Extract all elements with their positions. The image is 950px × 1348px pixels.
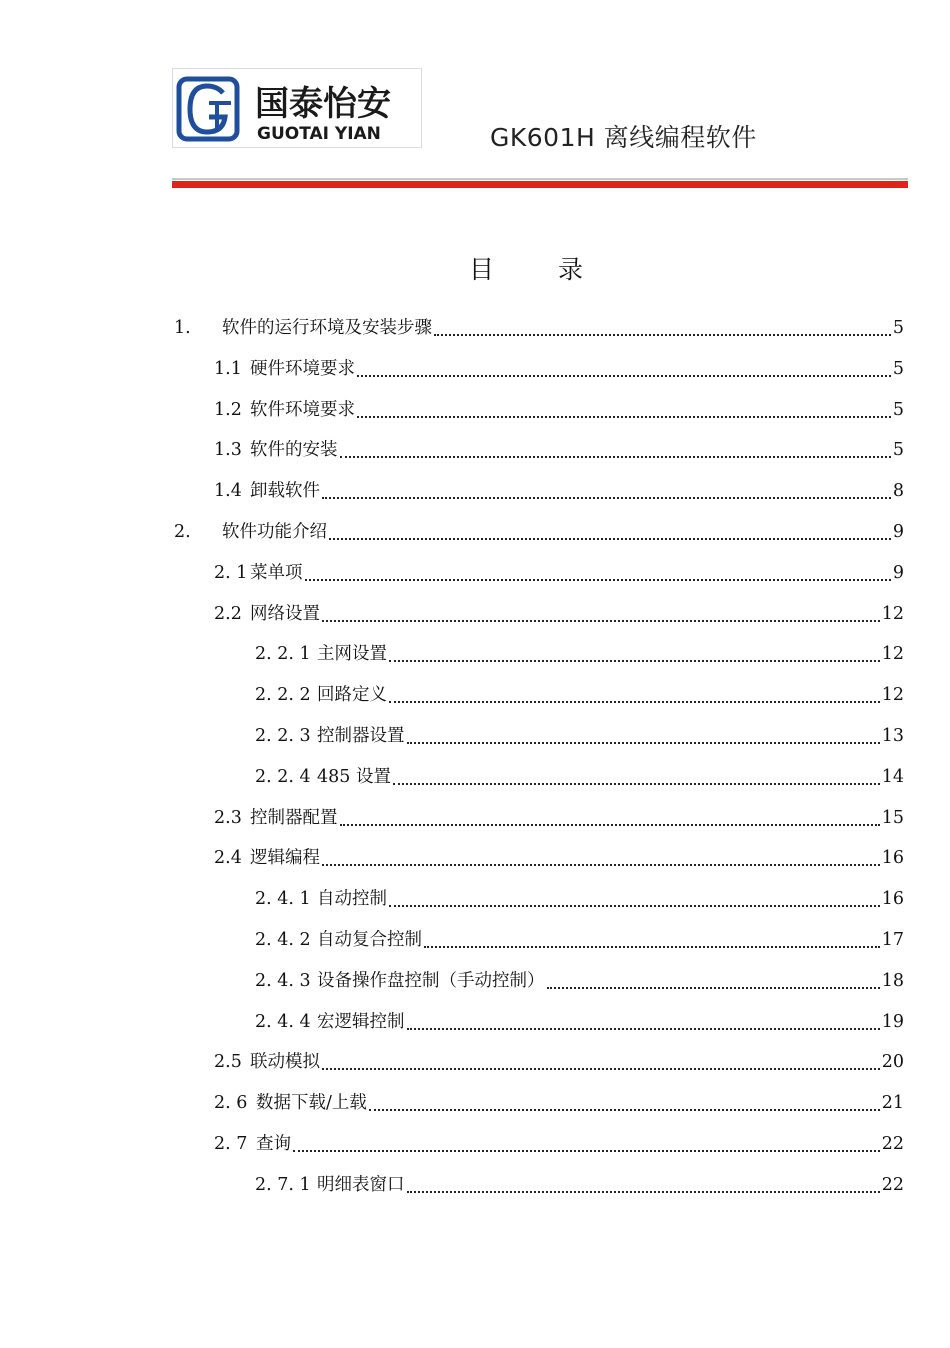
toc-entry-number: 1.2 bbox=[214, 399, 242, 420]
toc-entry-page: 22 bbox=[881, 1134, 904, 1154]
toc-entry-page: 14 bbox=[881, 766, 904, 787]
toc-dot-leader bbox=[434, 334, 891, 336]
toc-dot-leader bbox=[357, 416, 891, 418]
toc-entry-label: 软件的运行环境及安装步骤 bbox=[222, 318, 432, 338]
toc-dot-leader bbox=[329, 538, 891, 540]
toc-dot-leader bbox=[322, 864, 880, 866]
logo-en-text: GUOTAI YIAN bbox=[257, 124, 381, 144]
toc-entry[interactable] bbox=[255, 875, 904, 911]
toc-dot-leader bbox=[389, 660, 880, 662]
toc-entry-number: 2. 2. 4 bbox=[255, 766, 311, 787]
toc-entry-number: 2. 1 bbox=[214, 562, 248, 583]
toc-entry-number: 2.5 bbox=[214, 1052, 242, 1073]
toc-dot-leader bbox=[389, 905, 880, 907]
toc-entry[interactable] bbox=[255, 957, 904, 993]
toc-dot-leader bbox=[407, 1028, 880, 1030]
toc-entry[interactable] bbox=[214, 549, 904, 585]
toc-dot-leader bbox=[407, 1191, 880, 1193]
toc-entry[interactable] bbox=[214, 345, 904, 381]
toc-dot-leader bbox=[393, 783, 880, 785]
toc-entry-label: 自动控制 bbox=[317, 889, 387, 910]
toc-entry-number: 2.3 bbox=[214, 807, 242, 828]
toc-entry-label: 485 设置 bbox=[317, 766, 391, 787]
toc-entry-page: 17 bbox=[881, 930, 904, 950]
toc-dot-leader bbox=[322, 497, 891, 499]
toc-entry-page: 5 bbox=[892, 399, 904, 420]
toc-entry-label: 联动模拟 bbox=[250, 1052, 320, 1073]
toc-dot-leader bbox=[424, 946, 880, 948]
toc-dot-leader bbox=[293, 1150, 880, 1152]
toc-entry-page: 16 bbox=[881, 848, 904, 869]
toc-entry[interactable] bbox=[214, 1120, 904, 1156]
toc-entry-label: 控制器设置 bbox=[317, 726, 405, 746]
logo-cn-text: 国泰怡安 bbox=[255, 84, 391, 124]
toc-entry-page: 21 bbox=[881, 1093, 904, 1114]
toc-entry[interactable] bbox=[214, 834, 904, 870]
document-title: GK601H 离线编程软件 bbox=[490, 123, 757, 152]
toc-entry[interactable] bbox=[255, 671, 904, 707]
toc-entry-page: 9 bbox=[892, 522, 904, 542]
toc-entry-label: 网络设置 bbox=[250, 603, 320, 624]
toc-entry-label: 菜单项 bbox=[250, 562, 303, 583]
toc-dot-leader bbox=[547, 987, 880, 989]
toc-dot-leader bbox=[305, 579, 891, 581]
toc-entry-label: 卸载软件 bbox=[250, 481, 320, 502]
toc-entry-number: 2.4 bbox=[214, 848, 242, 869]
toc-dot-leader bbox=[322, 620, 880, 622]
toc-dot-leader bbox=[407, 742, 880, 744]
toc-entry-number: 2. 4. 3 bbox=[255, 970, 311, 991]
toc-entry-number: 2. 7. 1 bbox=[255, 1174, 311, 1195]
toc-dot-leader bbox=[340, 456, 891, 458]
toc-entry-number: 2. 2. 2 bbox=[255, 685, 311, 706]
toc-entry-number: 2. 2. 1 bbox=[255, 644, 311, 665]
toc-entry-label: 逻辑编程 bbox=[250, 848, 320, 869]
toc-entry-label: 设备操作盘控制（手动控制） bbox=[317, 970, 545, 991]
toc-entry-label: 明细表窗口 bbox=[317, 1174, 405, 1195]
toc-entry-label: 宏逻辑控制 bbox=[317, 1011, 405, 1032]
toc-entry-page: 8 bbox=[892, 481, 904, 502]
toc-entry[interactable] bbox=[174, 304, 904, 340]
toc-entry-page: 5 bbox=[892, 440, 904, 461]
toc-entry[interactable] bbox=[255, 753, 904, 789]
toc-entry-page: 9 bbox=[892, 562, 904, 583]
toc-entry-label: 查询 bbox=[256, 1134, 291, 1154]
toc-dot-leader bbox=[322, 1068, 880, 1070]
toc-entry[interactable] bbox=[214, 426, 904, 462]
toc-entry[interactable] bbox=[214, 386, 904, 422]
toc-entry-page: 16 bbox=[881, 889, 904, 910]
toc-entry-page: 19 bbox=[881, 1011, 904, 1032]
toc-entry-label: 回路定义 bbox=[317, 685, 387, 706]
toc-entry-label: 软件环境要求 bbox=[250, 399, 355, 420]
toc-entry-label: 硬件环境要求 bbox=[250, 358, 355, 379]
toc-entry-number: 1.1 bbox=[214, 358, 242, 379]
toc-entry[interactable] bbox=[214, 590, 904, 626]
toc-entry-label: 数据下载/上载 bbox=[256, 1093, 367, 1114]
toc-entry-page: 18 bbox=[881, 970, 904, 991]
toc-entry-page: 5 bbox=[892, 318, 904, 338]
toc-entry[interactable] bbox=[255, 712, 904, 748]
toc-entry-number: 2.2 bbox=[214, 603, 242, 624]
toc-entry[interactable] bbox=[214, 794, 904, 830]
toc-entry-label: 自动复合控制 bbox=[317, 930, 422, 950]
toc-entry[interactable] bbox=[255, 916, 904, 952]
logo-mark-icon bbox=[173, 69, 421, 147]
toc-entry[interactable] bbox=[174, 508, 904, 544]
toc-entry-page: 15 bbox=[881, 807, 904, 828]
toc-entry[interactable] bbox=[255, 1161, 904, 1197]
toc-dot-leader bbox=[389, 701, 880, 703]
toc-entry-page: 12 bbox=[881, 685, 904, 706]
toc-entry[interactable] bbox=[214, 1079, 904, 1115]
toc-entry-number: 2. 2. 3 bbox=[255, 726, 311, 746]
toc-entry[interactable] bbox=[255, 998, 904, 1034]
toc-dot-leader bbox=[340, 824, 880, 826]
toc-entry-page: 5 bbox=[892, 358, 904, 379]
company-logo bbox=[172, 68, 422, 148]
toc-entry-page: 12 bbox=[881, 603, 904, 624]
toc-entry-page: 20 bbox=[881, 1052, 904, 1073]
toc-entry-number: 1. bbox=[174, 318, 191, 338]
toc-entry-number: 2. 7 bbox=[214, 1134, 248, 1154]
toc-entry-label: 软件的安装 bbox=[250, 440, 338, 461]
toc-entry-number: 2. 4. 2 bbox=[255, 930, 311, 950]
toc-entry-label: 控制器配置 bbox=[250, 807, 338, 828]
toc-entry[interactable] bbox=[214, 467, 904, 503]
toc-entry-page: 13 bbox=[881, 726, 904, 746]
header-divider-red bbox=[172, 181, 908, 188]
toc-dot-leader bbox=[369, 1109, 880, 1111]
toc-entry-number: 2. 4. 4 bbox=[255, 1011, 311, 1032]
toc-heading: 目 录 bbox=[469, 255, 611, 284]
toc-entry-page: 22 bbox=[881, 1174, 904, 1195]
toc-entry-number: 2. 6 bbox=[214, 1093, 248, 1114]
header-divider-thin bbox=[172, 178, 908, 180]
toc-entry-number: 2. 4. 1 bbox=[255, 889, 311, 910]
toc-entry-label: 主网设置 bbox=[317, 644, 387, 665]
toc-entry[interactable] bbox=[214, 1038, 904, 1074]
toc-entry-number: 2. bbox=[174, 522, 191, 542]
toc-dot-leader bbox=[357, 375, 891, 377]
toc-entry[interactable] bbox=[255, 630, 904, 666]
toc-entry-page: 12 bbox=[881, 644, 904, 665]
toc-entry-label: 软件功能介绍 bbox=[222, 522, 327, 542]
toc-entry-number: 1.3 bbox=[214, 440, 242, 461]
toc-entry-number: 1.4 bbox=[214, 481, 242, 502]
